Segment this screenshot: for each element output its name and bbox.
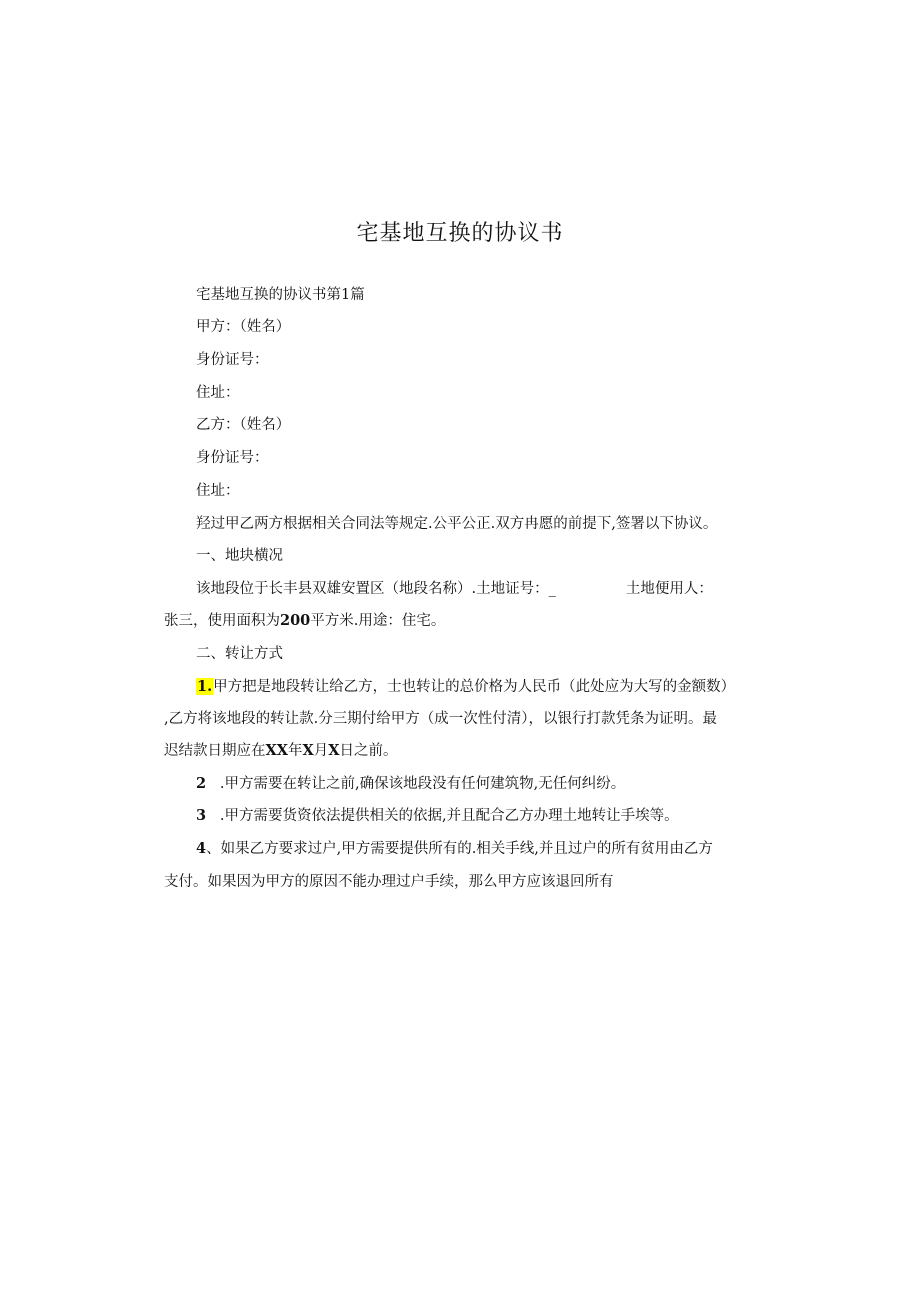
- party-b-name: 乙方：（姓名）: [196, 417, 291, 433]
- item3: [196, 806, 679, 826]
- deadline-day: X: [328, 742, 340, 759]
- section1-line1: [196, 579, 713, 599]
- item1-text-1: 甲方把是地段转让给乙方，士也转让的总价格为人民币（此处应为大写的金额数）: [213, 679, 736, 695]
- land-usage-text: 平方米.用途：住宅。: [310, 613, 446, 629]
- item1-line2: ,乙方将该地段的转让款.分三期付给甲方（成一次性付清），以银行打款凭条为证明。最: [164, 711, 717, 727]
- document-title: 宅基地互换的协议书: [356, 221, 564, 246]
- party-a-address: 住址：: [196, 385, 240, 401]
- item1-line1: [196, 677, 735, 697]
- land-location-text: 该地段位于长丰县双雄安置区（地段名称）.土地证号：_: [196, 581, 556, 597]
- item1-line3: [164, 741, 398, 761]
- section1-heading: 一、地块横况: [196, 548, 283, 564]
- land-area-value: 200: [280, 612, 311, 629]
- item2-text: .甲方需要在转让之前,确保该地段没有任何建筑物,无任何纠纷。: [219, 776, 626, 792]
- intro-paragraph: 羟过甲乙两方根据相关合同法等规定.公平公正.双方冉愿的前提下,签署以下协议。: [196, 516, 718, 532]
- item4-number: 4: [196, 840, 207, 857]
- item2-number: 2: [196, 775, 207, 792]
- item1-number: 1.: [197, 678, 213, 695]
- deadline-text-a: 迟结款日期应在: [164, 743, 266, 759]
- land-user-label: 土地便用人：: [625, 581, 713, 597]
- party-b-address: 住址：: [196, 483, 240, 499]
- item4-line1: [196, 839, 713, 859]
- item4-line2: 支付。如果因为甲方的原因不能办理过户手续，那么甲方应该退回所有: [164, 874, 614, 890]
- party-a-id: 身份证号：: [196, 352, 269, 368]
- section1-line2: [164, 611, 445, 631]
- subtitle-text: 宅基地互换的协议书第1篇: [196, 287, 365, 303]
- deadline-text-b: 年: [288, 743, 303, 759]
- section2-heading: 二、转让方式: [196, 646, 283, 662]
- land-user-text: 张三，使用面积为: [164, 613, 280, 629]
- item3-number: 3: [196, 807, 207, 824]
- deadline-text-d: 日之前。: [339, 743, 398, 759]
- item3-text: .甲方需要货资依法提供相关的依据,并且配合乙方办理土地转让手埃等。: [219, 808, 679, 824]
- deadline-month: X: [302, 742, 314, 759]
- deadline-year: XX: [265, 742, 289, 759]
- party-b-id: 身份证号：: [196, 450, 269, 466]
- document-subtitle: [196, 285, 365, 305]
- item4-text-1: 、如果乙方要求过户,甲方需要提供所有的.相关手线,并且过户的所有贫用由乙方: [206, 841, 713, 857]
- item2: [196, 774, 625, 794]
- deadline-text-c: 月: [313, 743, 329, 759]
- party-a-name: 甲方：（姓名）: [196, 319, 291, 335]
